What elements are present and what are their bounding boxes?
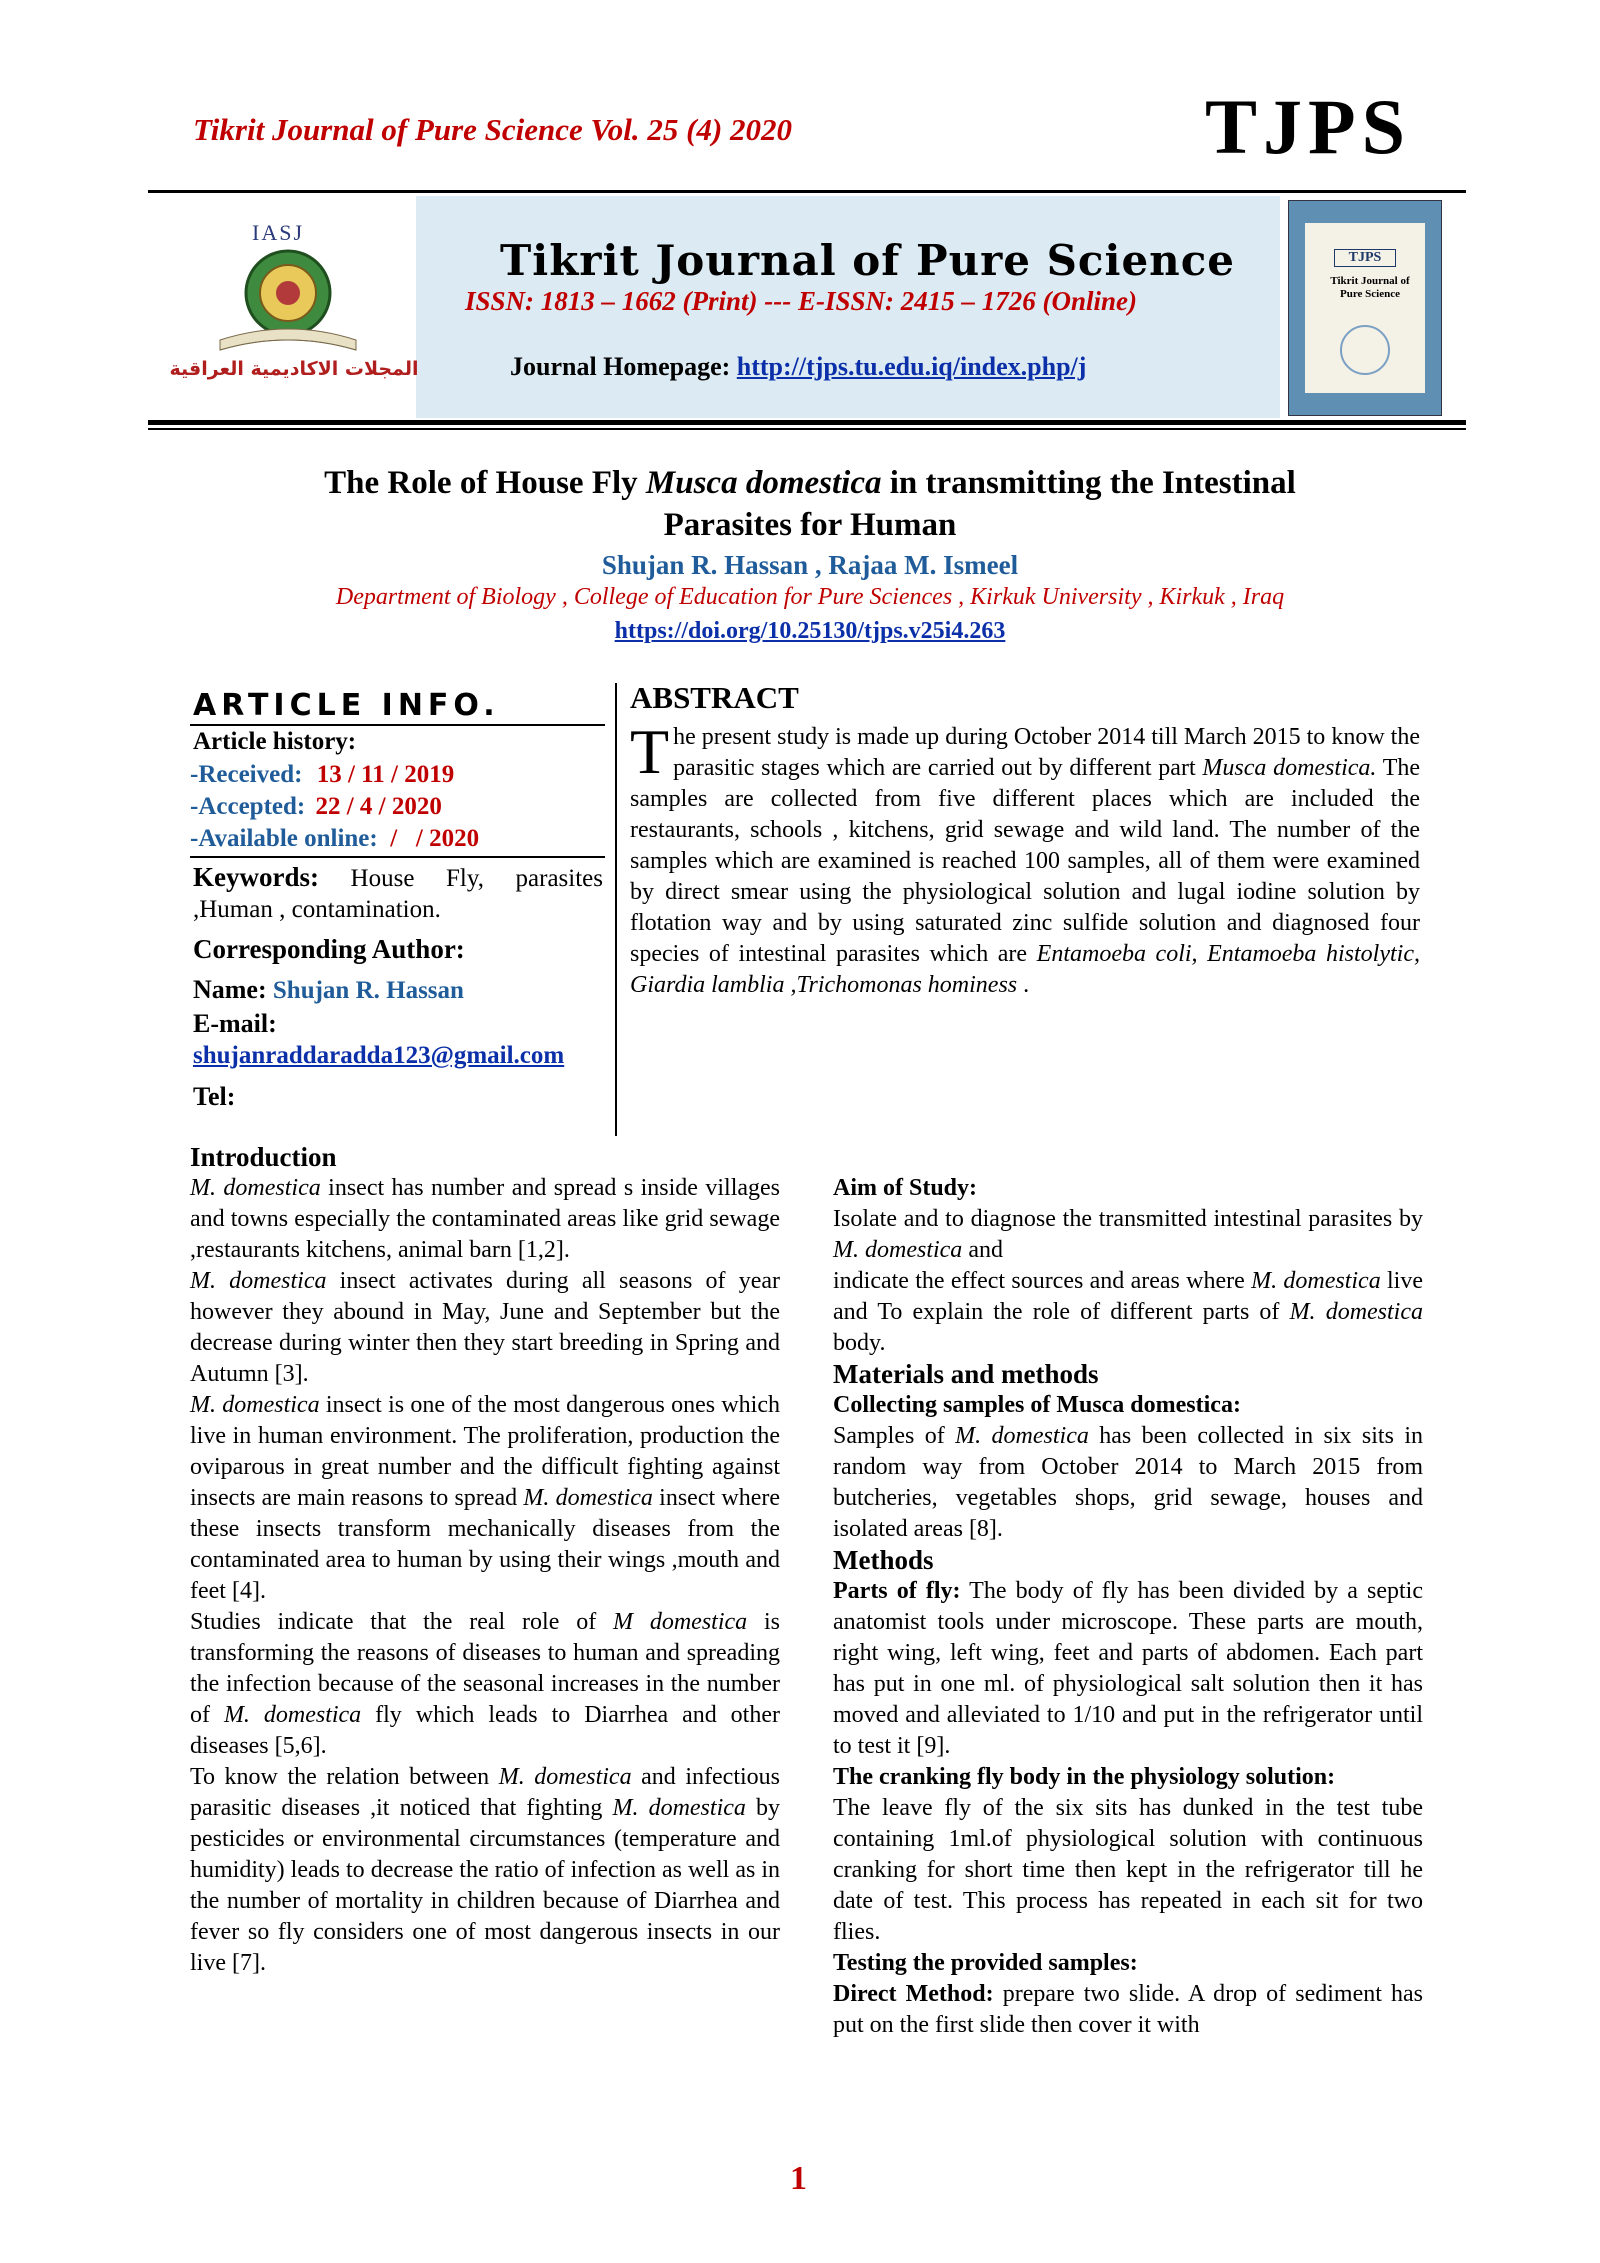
- parts-paragraph: [833, 1576, 1423, 1762]
- body-left-column: [190, 1142, 780, 1979]
- page-number: 1: [790, 2160, 807, 2197]
- cover-page: [1305, 223, 1425, 393]
- cranking-paragraph: The leave fly of the six sits has dunked in the test tube containing 1ml.of physiological solution with continuous cranking for short time then kept in the refrigerator till he date of test. This process has repeated in each sit for two flies.: [833, 1795, 1423, 1945]
- species-ref: M. domestica: [223, 1702, 362, 1728]
- iasj-logo: [169, 218, 419, 398]
- direct-method-paragraph: [833, 1979, 1423, 2041]
- abstract-italic-2: Entamoeba coli, Entamoeba histolytic, Giardia lamblia ,Trichomonas hominess: [630, 941, 1420, 998]
- article-info-rule-2: [190, 856, 605, 858]
- banner-journal-name: Tikrit Journal of Pure Science: [500, 236, 1235, 285]
- aim-paragraph-2: [833, 1266, 1423, 1359]
- abstract-text-2: The samples are collected from five different places which are included the restaurants, schools , kitchens, grid sewage and wild land. The number of the samples which are examined is reached 100 samples, all of them were examined by direct smear using the physiological solution and lugal iodine solution by flotation way and by using saturated zinc sulfide solution and diagnosed four species of intestinal parasites which are: [630, 755, 1421, 967]
- name-row: [193, 975, 464, 1005]
- species-ref: M. domestica: [1289, 1299, 1424, 1325]
- species-ref: M. domestica: [190, 1175, 321, 1201]
- abstract-text-1: he present study is made up during October 2014 till March 2015 to know the parasitic stages which are carried out by different part: [673, 724, 1420, 781]
- body-right-column: [833, 1173, 1423, 2041]
- name-label: Name:: [193, 975, 267, 1004]
- corresponding-label: Corresponding Author:: [193, 934, 465, 964]
- aim-text: Isolate and to diagnose the transmitted intestinal parasites by: [833, 1206, 1423, 1232]
- article-title: [150, 462, 1470, 546]
- intro-text: To know the relation between: [190, 1764, 499, 1790]
- received-label: -Received:: [190, 761, 303, 788]
- title-part1: The Role of House Fly: [324, 465, 646, 501]
- cranking-heading: The cranking fly body in the physiology solution:: [833, 1764, 1336, 1790]
- collect-text: Samples of: [833, 1423, 956, 1449]
- article-info-rule: [190, 724, 605, 726]
- intro-text: insect activates during all seasons of year however they abound in May, June and September but the decrease during winter then they start breeding in Spring and Autumn [3].: [190, 1268, 780, 1387]
- abstract-dropcap: T: [630, 716, 670, 787]
- species-ref: M. domestica: [955, 1423, 1089, 1449]
- intro-text: insect has number and spread s inside villages and towns especially the contaminated areas like grid sewage ,restaurants kitchens, animal barn [1,2].: [190, 1175, 780, 1263]
- accepted-value: 22 / 4 / 2020: [315, 793, 442, 820]
- keywords-value: House Fly, parasites ,Human , contamination.: [193, 865, 603, 923]
- intro-text: is transforming the reasons of diseases to human and spreading the infection because of the seasonal increases in the number of: [190, 1609, 780, 1728]
- title-part2: in transmitting the Intestinal: [881, 465, 1296, 501]
- doi-link-wrap: [150, 618, 1470, 645]
- journal-running-header: Tikrit Journal of Pure Science Vol. 25 (4) 2020: [193, 112, 793, 147]
- aim-text: indicate the effect sources and areas where: [833, 1268, 1252, 1294]
- column-divider: [615, 683, 617, 1136]
- aim-text: live and To explain the role of different parts of: [833, 1268, 1423, 1325]
- iasj-arabic-text: المجلات الاكاديمية العراقية: [169, 358, 419, 380]
- email-value-wrap: [193, 1042, 564, 1070]
- homepage-link[interactable]: http://tjps.tu.edu.iq/index.php/j: [736, 352, 1087, 381]
- keywords-label: Keywords:: [193, 862, 319, 892]
- keywords-row: [193, 862, 603, 925]
- intro-paragraph-5: [190, 1762, 780, 1979]
- tel-label: Tel:: [193, 1082, 236, 1111]
- email-label: E-mail:: [193, 1009, 277, 1038]
- header-rule: [148, 190, 1466, 193]
- intro-text: by pesticides or environmental circumstances (temperature and humidity) leads to decrease the ratio of infection as well as in the number of mortality in children because of Diarrhea and fever so fly considers one of most dangerous insects in our live [7].: [190, 1795, 780, 1976]
- intro-paragraph-1: [190, 1173, 780, 1266]
- title-line2: Parasites for Human: [663, 507, 957, 543]
- parts-label: Parts of fly:: [833, 1578, 961, 1604]
- intro-paragraph-3: [190, 1390, 780, 1607]
- online-label: -Available online:: [190, 825, 378, 852]
- aim-text: and: [962, 1237, 1003, 1263]
- article-history-label: Article history:: [193, 728, 357, 755]
- species-ref: M. domestica: [523, 1485, 653, 1511]
- authors: Shujan R. Hassan , Rajaa M. Ismeel: [601, 550, 1019, 580]
- collect-text: has been collected in six sits in random way from October 2014 to March 2015 from butcheries, vegetables shops, grid sewage, houses and isolated areas [8].: [833, 1423, 1423, 1542]
- accepted-label: -Accepted:: [190, 793, 306, 820]
- methods-heading: Methods: [833, 1545, 934, 1575]
- cover-label: TJPS: [1334, 249, 1396, 267]
- affiliation: Department of Biology , College of Education for Pure Sciences , Kirkuk University , Kirkuk , Iraq: [335, 584, 1285, 610]
- aim-heading: Aim of Study:: [833, 1175, 978, 1201]
- intro-text: Studies indicate that the real role of: [190, 1609, 614, 1635]
- introduction-heading: Introduction: [190, 1142, 337, 1172]
- species-ref: M. domestica: [833, 1237, 963, 1263]
- species-ref: M domestica: [613, 1609, 748, 1635]
- iasj-logo-text: IASJ: [252, 220, 305, 245]
- species-ref: M. domestica: [612, 1795, 746, 1821]
- abstract-body: [630, 716, 1421, 1001]
- abstract-heading: ABSTRACT: [630, 680, 799, 715]
- banner-rule-thin: [148, 428, 1466, 430]
- species-ref: M. domestica: [498, 1764, 632, 1790]
- aim-paragraph-1: [833, 1204, 1423, 1266]
- banner-issn: ISSN: 1813 – 1662 (Print) --- E-ISSN: 2415 – 1726 (Online): [465, 286, 1138, 316]
- abstract-italic-1: Musca domestica.: [1202, 755, 1377, 781]
- intro-text: fly which leads to Diarrhea and other diseases [5,6].: [190, 1702, 780, 1759]
- cover-seal-icon: [1340, 325, 1390, 375]
- online-row: [190, 825, 479, 853]
- materials-methods-heading: Materials and methods: [833, 1359, 1099, 1389]
- species-ref: M. domestica: [190, 1268, 327, 1294]
- journal-abbrev: TJPS: [1205, 83, 1412, 170]
- intro-paragraph-2: [190, 1266, 780, 1390]
- intro-text: insect where these insects transform mechanically diseases from the contaminated area to human by using their wings ,mouth and feet [4].: [190, 1485, 781, 1604]
- doi-link[interactable]: https://doi.org/10.25130/tjps.v25i4.263: [614, 618, 1006, 644]
- direct-label: Direct Method:: [833, 1981, 994, 2007]
- journal-cover-image: [1288, 200, 1442, 416]
- cover-title: Tikrit Journal of Pure Science: [1330, 275, 1410, 300]
- email-link[interactable]: shujanraddaradda123@gmail.com: [193, 1042, 565, 1069]
- aim-text: body.: [833, 1330, 886, 1356]
- title-species: Musca domestica: [645, 465, 882, 501]
- name-value: Shujan R. Hassan: [272, 977, 464, 1004]
- received-row: [190, 761, 454, 789]
- received-value: 13 / 11 / 2019: [316, 761, 455, 788]
- intro-text: insect is one of the most dangerous ones which live in human environment. The proliferation, production the oviparous in great number and the difficult fighting against insects are main reasons to spread: [190, 1392, 780, 1511]
- direct-text: prepare two slide. A drop of sediment has put on the first slide then cover it with: [833, 1981, 1424, 2038]
- homepage-label: Journal Homepage:: [510, 352, 731, 381]
- intro-paragraph-4: [190, 1607, 780, 1762]
- accepted-row: [190, 793, 442, 821]
- parts-text: The body of fly has been divided by a septic anatomist tools under microscope. These parts are mouth, right wing, left wing, feet and parts of abdomen. Each part has put in one ml. of physiological salt solution then it has moved and alleviated to 1/10 and put in the refrigerator until to test it [9].: [833, 1578, 1423, 1759]
- intro-text: and infectious parasitic diseases ,it noticed that fighting: [190, 1764, 780, 1821]
- online-value: / / 2020: [383, 825, 480, 852]
- species-ref: M. domestica: [190, 1392, 320, 1418]
- testing-heading: Testing the provided samples:: [833, 1950, 1138, 1976]
- banner-rule-thick: [148, 420, 1466, 425]
- abstract-text-3: .: [1017, 972, 1030, 998]
- banner-homepage: [510, 352, 1086, 382]
- collecting-paragraph: [833, 1421, 1423, 1545]
- species-ref: M. domestica: [1251, 1268, 1381, 1294]
- article-info-heading: ARTICLE INFO.: [193, 688, 500, 723]
- collecting-heading: Collecting samples of Musca domestica:: [833, 1392, 1241, 1418]
